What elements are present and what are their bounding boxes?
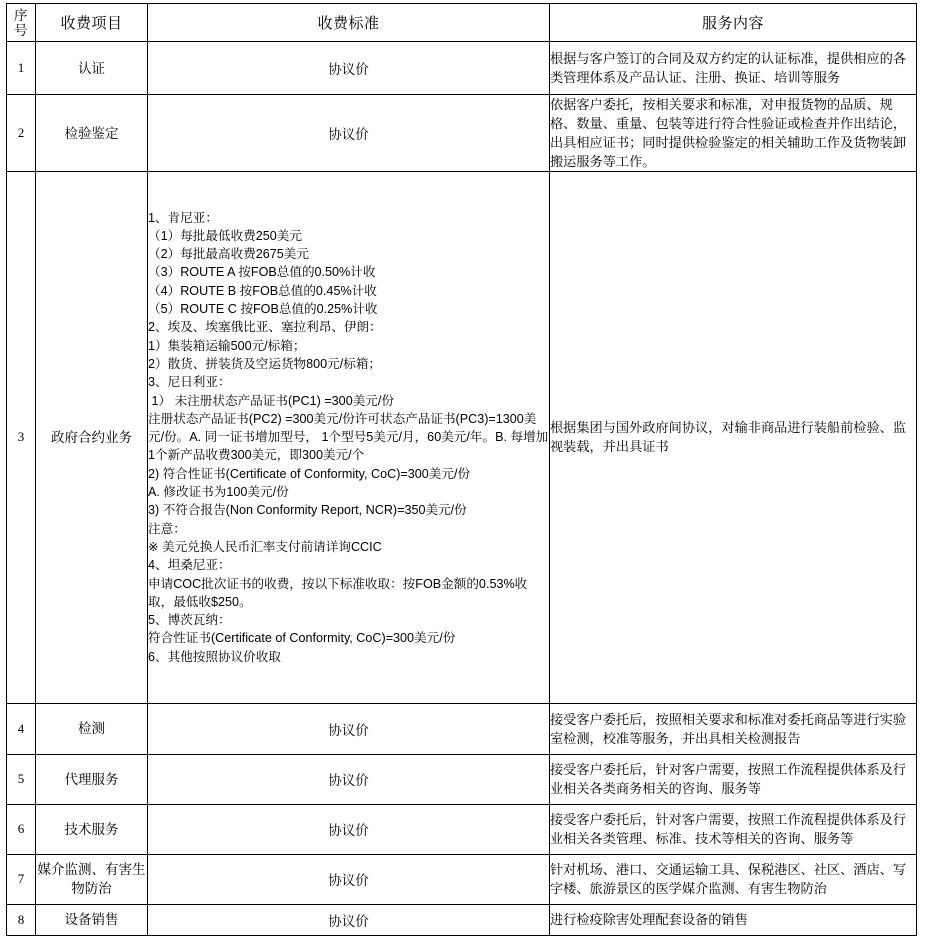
row-item-name: 代理服务	[36, 754, 148, 804]
row-service-content: 根据集团与国外政府间协议，对输非商品进行装船前检验、监视装载，并出具证书	[550, 172, 917, 704]
table-row	[7, 754, 917, 804]
fee-detail-line: （3）ROUTE A 按FOB总值的0.50%计收	[148, 265, 376, 280]
fee-detail-line: （2）每批最高收费2675美元	[148, 247, 309, 262]
table-row	[7, 904, 917, 935]
row-number: 8	[7, 904, 36, 935]
fee-detail-line: 1）集装箱运输500元/标箱；	[148, 338, 306, 353]
row-number: 7	[7, 854, 36, 904]
fee-detail-line: 6、其他按照协议价收取	[148, 649, 281, 664]
fee-detail-line: A. 修改证书为100美元/份	[148, 485, 289, 500]
row-number: 2	[7, 95, 36, 172]
fee-detail-line: 注意：	[148, 521, 186, 536]
row-item-name: 技术服务	[36, 804, 148, 854]
row-number: 3	[7, 172, 36, 704]
column-header-no-line2: 号	[14, 22, 28, 38]
row-fee-standard-detail	[148, 172, 550, 704]
column-header-standard: 收费标准	[148, 4, 550, 42]
fee-schedule-table	[6, 3, 917, 936]
fee-detail-line: 5、博茨瓦纳：	[148, 613, 231, 628]
row-service-content: 接受客户委托后，按照相关要求和标准对委托商品等进行实验室检测，校准等服务，并出具相关检测报告	[550, 703, 917, 754]
row-fee-standard: 协议价	[148, 42, 550, 95]
table-header-row	[7, 4, 917, 42]
table-row	[7, 804, 917, 854]
fee-detail-line: 1、肯尼亚：	[148, 210, 218, 225]
fee-detail-line: （4）ROUTE B 按FOB总值的0.45%计收	[148, 283, 377, 298]
row-fee-standard: 协议价	[148, 854, 550, 904]
row-service-content: 进行检疫除害处理配套设备的销售	[550, 904, 917, 935]
row-item-name: 政府合约业务	[36, 172, 148, 704]
fee-detail-line: 注册状态产品证书(PC2) =300美元/份许可状态产品证书(PC3)=1300美元/份。A. 同一证书增加型号， 1个型号5美元/月，60美元/年。B. 每增加1个新产品收费300美元，即300美元/个	[148, 411, 549, 463]
row-number: 1	[7, 42, 36, 95]
table-row	[7, 172, 917, 704]
row-fee-standard: 协议价	[148, 703, 550, 754]
table-row	[7, 42, 917, 95]
fee-detail-line: 4、坦桑尼亚：	[148, 558, 231, 573]
document-page	[0, 3, 927, 929]
column-header-no	[7, 4, 36, 42]
row-fee-standard: 协议价	[148, 804, 550, 854]
fee-detail-line: （5）ROUTE C 按FOB总值的0.25%计收	[148, 302, 378, 317]
row-number: 4	[7, 703, 36, 754]
fee-detail-line: （1）每批最低收费250美元	[148, 228, 302, 243]
fee-detail-line: 2）散货、拼装货及空运货物800元/标箱；	[148, 356, 382, 371]
row-item-name: 设备销售	[36, 904, 148, 935]
fee-detail-line: 2) 符合性证书(Certificate of Conformity, CoC)=300美元/份	[148, 466, 471, 481]
fee-detail-list	[148, 209, 549, 666]
row-service-content: 接受客户委托后，针对客户需要，按照工作流程提供体系及行业相关各类商务相关的咨询、服务等	[550, 754, 917, 804]
column-header-item: 收费项目	[36, 4, 148, 42]
column-header-service: 服务内容	[550, 4, 917, 42]
row-service-content: 依据客户委托，按相关要求和标准，对申报货物的品质、规格、数量、重量、包装等进行符合性验证或检查并作出结论，出具相应证书；同时提供检验鉴定的相关辅助工作及货物装卸搬运服务等工作。	[550, 95, 917, 172]
fee-detail-line: 符合性证书(Certificate of Conformity, CoC)=300美元/份	[148, 631, 456, 646]
table-header	[7, 4, 917, 42]
table-row	[7, 95, 917, 172]
row-item-name: 媒介监测、有害生物防治	[36, 854, 148, 904]
row-service-content: 根据与客户签订的合同及双方约定的认证标准，提供相应的各类管理体系及产品认证、注册、换证、培训等服务	[550, 42, 917, 95]
table-row	[7, 854, 917, 904]
row-number: 6	[7, 804, 36, 854]
fee-detail-line: ※ 美元兑换人民币汇率支付前请详询CCIC	[148, 539, 382, 554]
row-fee-standard: 协议价	[148, 95, 550, 172]
row-number: 5	[7, 754, 36, 804]
row-service-content: 针对机场、港口、交通运输工具、保税港区、社区、酒店、写字楼、旅游景区的医学媒介监测、有害生物防治	[550, 854, 917, 904]
fee-detail-line: 1） 未注册状态产品证书(PC1) =300美元/份	[148, 393, 394, 408]
fee-detail-line: 申请COC批次证书的收费，按以下标准收取：按FOB金额的0.53%收取，最低收$250。	[148, 576, 528, 609]
fee-detail-line: 3、尼日利亚：	[148, 375, 231, 390]
row-service-content: 接受客户委托后，针对客户需要，按照工作流程提供体系及行业相关各类管理、标准、技术等相关的咨询、服务等	[550, 804, 917, 854]
table-body	[7, 42, 917, 936]
row-fee-standard: 协议价	[148, 904, 550, 935]
row-item-name: 检验鉴定	[36, 95, 148, 172]
row-item-name: 认证	[36, 42, 148, 95]
table-row	[7, 703, 917, 754]
fee-detail-line: 3) 不符合报告(Non Conformity Report, NCR)=350美元/份	[148, 503, 467, 518]
row-fee-standard: 协议价	[148, 754, 550, 804]
row-item-name: 检测	[36, 703, 148, 754]
column-header-no-line1: 序	[14, 7, 28, 23]
fee-detail-line: 2、埃及、埃塞俄比亚、塞拉利昂、伊朗：	[148, 320, 382, 335]
